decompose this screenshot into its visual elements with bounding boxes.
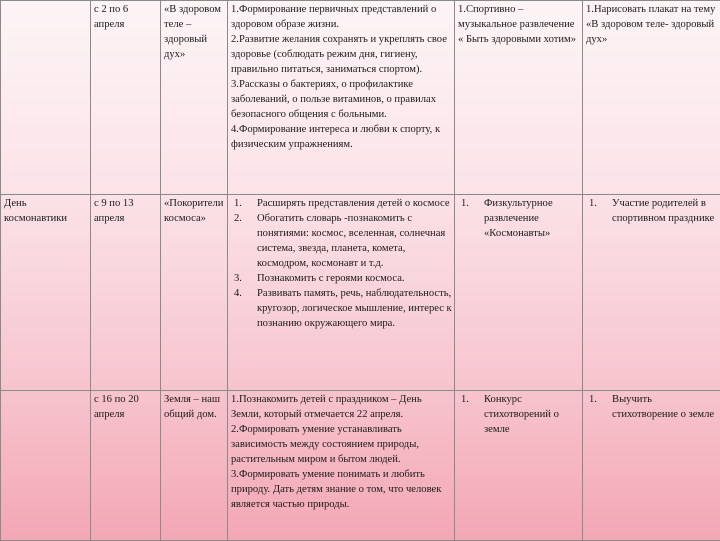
list-item	[586, 392, 718, 422]
list-text: Физкультурное развлечение «Космонавты»	[484, 198, 553, 239]
list-number: 1.	[234, 196, 242, 211]
list-text: Обогатить словарь -познакомить с понятиями: космос, вселенная, солнечная система, звезда, планета, комета, космодром, космонавт и т.д.	[257, 213, 445, 269]
theme-cell: «В здоровом теле – здоровый дух»	[161, 1, 228, 195]
list-text: Познакомить с героями космоса.	[257, 273, 405, 284]
family-cell: 1.Нарисовать плакат на тему «В здоровом теле- здоровый дух»	[583, 1, 720, 195]
dates-cell: с 2 по 6 апреля	[91, 1, 161, 195]
tasks-cell	[228, 1, 455, 195]
list-number: 1.	[461, 196, 469, 211]
list-number: 1.	[589, 392, 597, 407]
table-row	[1, 391, 720, 541]
list-item	[231, 286, 452, 331]
list-item	[586, 196, 718, 226]
task-line: 1.Формирование первичных представлений о здоровом образе жизни.	[231, 2, 452, 32]
task-line: 2.Формировать умение устанавливать зависимость между состоянием природы, растительным миром и бытом людей.	[231, 422, 452, 467]
list-number: 1.	[461, 392, 469, 407]
list-item	[231, 196, 452, 211]
list-text: Расширять представления детей о космосе	[257, 198, 450, 209]
list-number: 4.	[234, 286, 242, 301]
final-event-cell: 1.Спортивно – музыкальное развлечение « Быть здоровыми хотим»	[455, 1, 583, 195]
final-event-cell	[455, 195, 583, 391]
task-line: 3.Формировать умение понимать и любить природу. Дать детям знание о том, что человек является частью природы.	[231, 467, 452, 512]
tasks-list	[231, 196, 452, 331]
list-number: 3.	[234, 271, 242, 286]
family-cell	[583, 391, 720, 541]
list-item	[458, 392, 580, 437]
dates-cell: с 16 по 20 апреля	[91, 391, 161, 541]
task-line: 1.Познакомить детей с праздником – День Земли, который отмечается 22 апреля.	[231, 392, 452, 422]
theme-cell: «Покорители космоса»	[161, 195, 228, 391]
task-line: 3.Рассказы о бактериях, о профилактике заболеваний, о пользе витаминов, о правилах безопасного общения с больными.	[231, 77, 452, 122]
task-line: 2.Развитие желания сохранять и укреплять свое здоровье (соблюдать режим дня, гигиену, правильно питаться, заниматься спортом).	[231, 32, 452, 77]
family-cell	[583, 195, 720, 391]
list-text: Участие родителей в спортивном празднике	[612, 198, 714, 224]
table-row	[1, 1, 720, 195]
final-event-cell	[455, 391, 583, 541]
list-item	[231, 211, 452, 271]
event-cell: День космонавтики	[1, 195, 91, 391]
dates-cell: с 9 по 13 апреля	[91, 195, 161, 391]
list-text: Выучить стихотворение о земле	[612, 394, 714, 420]
table-row	[1, 195, 720, 391]
list-item	[231, 271, 452, 286]
list-item	[458, 196, 580, 241]
tasks-cell	[228, 391, 455, 541]
event-cell	[1, 1, 91, 195]
list-text: Развивать память, речь, наблюдательность, кругозор, логическое мышление, интерес к познанию окружающего мира.	[257, 288, 452, 329]
event-cell	[1, 391, 91, 541]
list-number: 1.	[589, 196, 597, 211]
list-number: 2.	[234, 211, 242, 226]
list-text: Конкурс стихотворений о земле	[484, 394, 559, 435]
theme-cell: Земля – наш общий дом.	[161, 391, 228, 541]
task-line: 4.Формирование интереса и любви к спорту, к физическим упражнениям.	[231, 122, 452, 152]
tasks-cell	[228, 195, 455, 391]
